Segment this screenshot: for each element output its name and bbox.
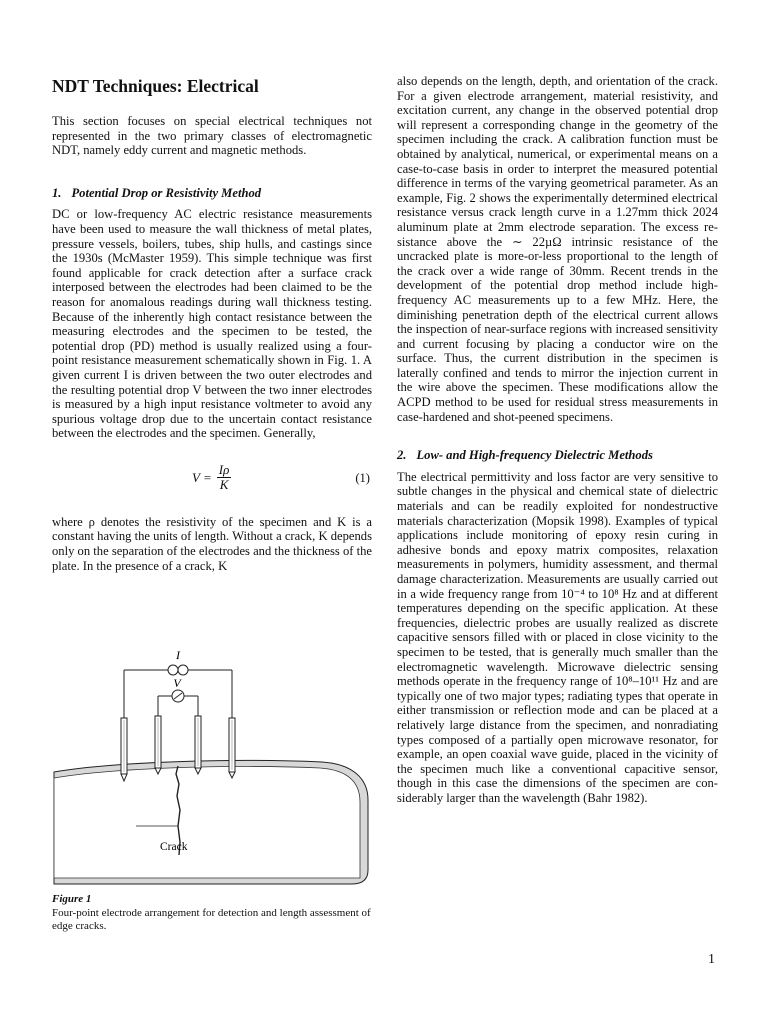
section-2-number: 2. xyxy=(397,448,407,463)
voltmeter-icon xyxy=(172,690,184,702)
crack-label: Crack xyxy=(160,841,188,853)
electrode-outer-left xyxy=(121,718,127,781)
figure-1-diagram xyxy=(52,650,372,890)
equation-numerator: Iρ xyxy=(218,461,230,477)
section-1-heading xyxy=(52,186,372,201)
specimen-surface xyxy=(54,766,360,878)
section-2-heading xyxy=(397,448,718,463)
section-1-title: Potential Drop or Resistivity Method xyxy=(71,185,262,200)
section-2-title: Low- and High-frequency Dielectric Methods xyxy=(416,448,653,463)
equation-fraction xyxy=(217,463,232,493)
left-column xyxy=(52,74,372,573)
figure-1-label: Figure 1 xyxy=(52,893,92,905)
page-title: NDT Techniques: Electrical xyxy=(52,76,259,96)
right-column xyxy=(397,74,718,806)
intro-paragraph: This section focuses on special electrical techniques not represented in the two primary classes of electromagnetic NDT, namely eddy current and magnetic methods. xyxy=(52,114,372,158)
figure-1-caption-text: Four-point electrode arrangement for detection and length assessment of edge cracks. xyxy=(52,906,371,932)
equation-number: (1) xyxy=(355,470,370,485)
right-paragraph-1: also depends on the length, depth, and orientation of the crack. For a given electrode arrangement, material resistivity, and excitation current, any change in the observed potential drop will represent a corresponding change in the geometry of the specimen including the crack. A calibration function must be obtained by analytical, numerical, or experimental means on a case-to-case basis in order to interpret the measured potential difference in terms of the varying geometrical parameter. As an example, Fig. 2 shows the experimentally determined electrical resistance versus crack length curve in a 1.27mm thick 2024 aluminum plate at 2mm electrode separation. The excess resistance above the ∼ 22µΩ intrinsic resistance of the uncracked plate is more-or-less proportional to the length of the crack over a wide range of 30mm. Recent trends in the development of the potential drop method include high-frequency AC measurements up to a few MHz. Here, the diminishing penetration depth of the electrical current allows the inspection of near-surface regions with increased sensitivity and current focusing by placing a conductor wire on the surface. Thus, the current distribution in the specimen is laterally confined and tends to mirror the injection current in the wire above the specimen. These modifications allow the ACPD method to be used for residual stress measurements in case-hardened and shot-peened specimens. xyxy=(397,74,718,424)
voltage-label: V xyxy=(173,676,181,690)
equation-denominator: K xyxy=(219,477,229,493)
current-label: I xyxy=(176,650,180,662)
electrode-inner-left xyxy=(155,716,161,774)
section-1-paragraph-2: where ρ denotes the resistivity of the specimen and K is a constant having the units of length. Without a crack, K depends only on the separation of the electrodes and the thickness of the plate. In the presence of a crack, K xyxy=(52,514,372,573)
section-1-paragraph-1: DC or low-frequency AC electric resistance measurements have been used to measure the wall thickness of metal plates, pressure vessels, boilers, tubes, ship hulls, and castings since the 1930s (McMaster 1959). This simple technique was first found applicable for crack detection after a surface crack interposed between the electrodes had been claimed to be the reason for anomalous readings during wall thickness testing. Because of the inherently high contact resistance between the measuring electrodes and the specimen to be tested, the potential drop (PD) method is usually realized using a four-point resistance measurement schematically shown in Fig. 1. A given current I is driven between the two outer electrodes and the resulting potential drop V between the two inner electrodes is measured by a high input resistance voltmeter to avoid any spurious voltage drop due to the uncertain contact resistance between the electrodes and the specimen. Generally, xyxy=(52,207,372,441)
section-2-paragraph: The electrical permittivity and loss factor are very sensitive to subtle changes in the physical and chemical state of dielectric materials and can be readily exploited for nondestructive materials characterization (Mopsik 1998). Examples of typical applications include monitoring of epoxy resin curing in adhesive bonds and epoxy matrix composites, relaxation measurements in polymers, humidity assessment, and thermal damage characterization. Measurements are usually carried out in a wide frequency range from 10⁻⁴ to 10⁸ Hz and at different temperatures depending on the specific application. At these frequencies, dielectric probes are usually realized as discrete capacitive sensors filled with or placed in close vicinity to the specimen to be tested, that is generally much smaller than the electromagnetic wavelength. Microwave dielectric sensing methods operate in the frequency range of 10⁸–10¹¹ Hz and are typically one of two major types; radiating types that operate in either transmission or reflection mode and can be placed at a relatively large distance from the specimen, and nonradiating types composed of a partially open microwave resonator, for example, an open coaxial wave guide, placed in the vicinity of the specimen much like a conventional capacitive sensor, though in this case the dimensions of the specimen are considerably larger than the wavelength (Bahr 1982). xyxy=(397,469,718,805)
equation-1 xyxy=(52,455,372,505)
current-source-icon xyxy=(168,665,188,675)
figure-1-caption xyxy=(52,893,372,934)
electrode-outer-right xyxy=(229,718,235,778)
electrode-inner-right xyxy=(195,716,201,774)
equation-lhs: V = xyxy=(192,469,212,485)
section-1-number: 1. xyxy=(52,185,62,200)
page-number: 1 xyxy=(708,952,715,967)
